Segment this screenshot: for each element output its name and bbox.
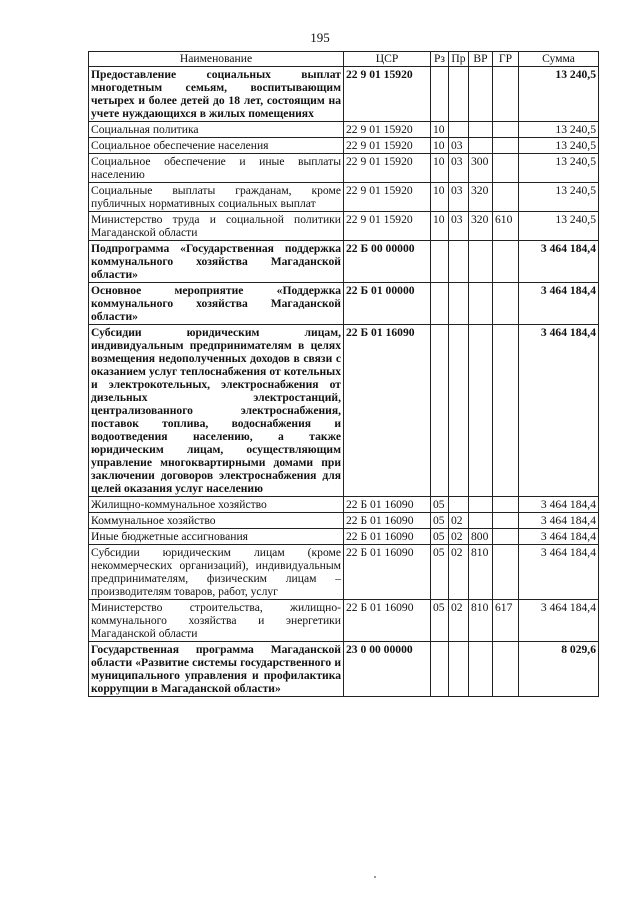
cell-rz: 05 [431, 529, 449, 545]
cell-rz: 10 [431, 154, 449, 183]
table-row [89, 600, 599, 642]
cell-gr [493, 545, 519, 600]
cell-gr [493, 513, 519, 529]
cell-vr: 800 [469, 529, 493, 545]
cell-sum: 3 464 184,4 [519, 241, 599, 283]
cell-csr: 22 Б 01 16090 [344, 497, 431, 513]
cell-gr [493, 183, 519, 212]
cell-name: Основное мероприятие «Поддержка коммунального хозяйства Магаданской области» [89, 283, 344, 325]
cell-name: Субсидии юридическим лицам (кроме некоммерческих организаций), индивидуальным предпринимателям, физическим лицам – производителям товаров, работ, услуг [89, 545, 344, 600]
cell-pr: 03 [449, 154, 469, 183]
cell-pr [449, 325, 469, 497]
table-row [89, 122, 599, 138]
cell-csr: 22 Б 01 16090 [344, 529, 431, 545]
cell-sum: 3 464 184,4 [519, 325, 599, 497]
cell-rz: 05 [431, 545, 449, 600]
cell-pr [449, 497, 469, 513]
cell-rz [431, 642, 449, 697]
header-sum: Сумма [519, 52, 599, 67]
cell-csr: 22 9 01 15920 [344, 122, 431, 138]
cell-vr: 320 [469, 183, 493, 212]
cell-name: Социальное обеспечение населения [89, 138, 344, 154]
cell-pr [449, 283, 469, 325]
cell-sum: 13 240,5 [519, 138, 599, 154]
cell-csr: 22 Б 01 16090 [344, 513, 431, 529]
table-row [89, 529, 599, 545]
cell-name: Социальная политика [89, 122, 344, 138]
cell-gr: 617 [493, 600, 519, 642]
cell-vr [469, 513, 493, 529]
cell-sum: 13 240,5 [519, 67, 599, 122]
table-row [89, 67, 599, 122]
cell-vr [469, 122, 493, 138]
table-row [89, 325, 599, 497]
cell-sum: 13 240,5 [519, 154, 599, 183]
cell-gr [493, 497, 519, 513]
header-gr: ГР [493, 52, 519, 67]
page-number: 195 [310, 30, 330, 45]
cell-csr: 22 9 01 15920 [344, 154, 431, 183]
cell-vr [469, 67, 493, 122]
table-row [89, 497, 599, 513]
cell-sum: 13 240,5 [519, 212, 599, 241]
cell-gr [493, 241, 519, 283]
cell-vr [469, 325, 493, 497]
cell-csr: 22 Б 01 16090 [344, 325, 431, 497]
table-row [89, 138, 599, 154]
cell-vr [469, 497, 493, 513]
cell-sum: 8 029,6 [519, 642, 599, 697]
cell-pr [449, 642, 469, 697]
cell-gr [493, 325, 519, 497]
cell-gr [493, 122, 519, 138]
cell-rz: 05 [431, 600, 449, 642]
cell-vr [469, 241, 493, 283]
scan-speck [374, 876, 376, 878]
cell-rz: 10 [431, 122, 449, 138]
cell-csr: 23 0 00 00000 [344, 642, 431, 697]
cell-csr: 22 Б 01 00000 [344, 283, 431, 325]
cell-csr: 22 Б 01 16090 [344, 545, 431, 600]
cell-name: Предоставление социальных выплат многодетным семьям, воспитывающим четырех и более детей до 18 лет, состоящим на учете нуждающихся в жилых помещениях [89, 67, 344, 122]
cell-name: Жилищно-коммунальное хозяйство [89, 497, 344, 513]
cell-pr: 02 [449, 600, 469, 642]
cell-pr: 02 [449, 529, 469, 545]
table-row [89, 642, 599, 697]
cell-pr: 03 [449, 183, 469, 212]
cell-csr: 22 9 01 15920 [344, 183, 431, 212]
table-row [89, 283, 599, 325]
cell-pr: 03 [449, 138, 469, 154]
cell-gr [493, 67, 519, 122]
cell-rz: 05 [431, 497, 449, 513]
cell-rz: 05 [431, 513, 449, 529]
cell-pr [449, 241, 469, 283]
table-row [89, 241, 599, 283]
budget-table [88, 51, 599, 697]
cell-pr: 02 [449, 545, 469, 600]
cell-vr [469, 283, 493, 325]
cell-sum: 3 464 184,4 [519, 600, 599, 642]
cell-sum: 3 464 184,4 [519, 513, 599, 529]
cell-gr [493, 529, 519, 545]
cell-rz [431, 67, 449, 122]
cell-csr: 22 9 01 15920 [344, 138, 431, 154]
cell-sum: 3 464 184,4 [519, 529, 599, 545]
cell-name: Иные бюджетные ассигнования [89, 529, 344, 545]
header-name: Наименование [89, 52, 344, 67]
cell-rz: 10 [431, 138, 449, 154]
table-header-row [89, 52, 599, 67]
cell-vr: 810 [469, 545, 493, 600]
cell-rz: 10 [431, 212, 449, 241]
cell-vr: 300 [469, 154, 493, 183]
cell-name: Субсидии юридическим лицам, индивидуальным предпринимателям в целях возмещения недополученных доходов в связи с оказанием услуг теплоснабжения от котельных и электрокотельных, электроснабжения от дизельных электростанций, централизованного электроснабжения, поставок топлива, водоснабжения и водоотведения населению, а также юридическим лицам, осуществляющим управление многоквартирными домами при заключении договоров электроснабжения для целей оказания услуг населению [89, 325, 344, 497]
cell-rz [431, 283, 449, 325]
cell-gr: 610 [493, 212, 519, 241]
table-row [89, 183, 599, 212]
cell-pr [449, 122, 469, 138]
cell-gr [493, 283, 519, 325]
cell-pr: 02 [449, 513, 469, 529]
cell-pr: 03 [449, 212, 469, 241]
cell-gr [493, 138, 519, 154]
cell-vr [469, 138, 493, 154]
cell-csr: 22 9 01 15920 [344, 67, 431, 122]
cell-name: Министерство труда и социальной политики Магаданской области [89, 212, 344, 241]
cell-name: Государственная программа Магаданской области «Развитие системы государственного и муниципального управления и профилактика коррупции в Магаданской области» [89, 642, 344, 697]
table-row [89, 513, 599, 529]
cell-sum: 3 464 184,4 [519, 283, 599, 325]
table-row [89, 545, 599, 600]
cell-name: Министерство строительства, жилищно-коммунального хозяйства и энергетики Магаданской области [89, 600, 344, 642]
cell-gr [493, 642, 519, 697]
cell-pr [449, 67, 469, 122]
cell-sum: 13 240,5 [519, 122, 599, 138]
cell-name: Коммунальное хозяйство [89, 513, 344, 529]
cell-rz: 10 [431, 183, 449, 212]
cell-csr: 22 Б 00 00000 [344, 241, 431, 283]
cell-name: Подпрограмма «Государственная поддержка коммунального хозяйства Магаданской области» [89, 241, 344, 283]
cell-sum: 13 240,5 [519, 183, 599, 212]
cell-vr: 320 [469, 212, 493, 241]
table-row [89, 212, 599, 241]
cell-vr [469, 642, 493, 697]
cell-csr: 22 9 01 15920 [344, 212, 431, 241]
header-csr: ЦСР [344, 52, 431, 67]
table-body [89, 67, 599, 697]
header-pr: Пр [449, 52, 469, 67]
cell-name: Социальные выплаты гражданам, кроме публичных нормативных социальных выплат [89, 183, 344, 212]
table-row [89, 154, 599, 183]
cell-name: Социальное обеспечение и иные выплаты населению [89, 154, 344, 183]
cell-rz [431, 241, 449, 283]
header-vr: ВР [469, 52, 493, 67]
header-rz: Рз [431, 52, 449, 67]
cell-csr: 22 Б 01 16090 [344, 600, 431, 642]
cell-sum: 3 464 184,4 [519, 545, 599, 600]
cell-rz [431, 325, 449, 497]
cell-vr: 810 [469, 600, 493, 642]
cell-sum: 3 464 184,4 [519, 497, 599, 513]
cell-gr [493, 154, 519, 183]
